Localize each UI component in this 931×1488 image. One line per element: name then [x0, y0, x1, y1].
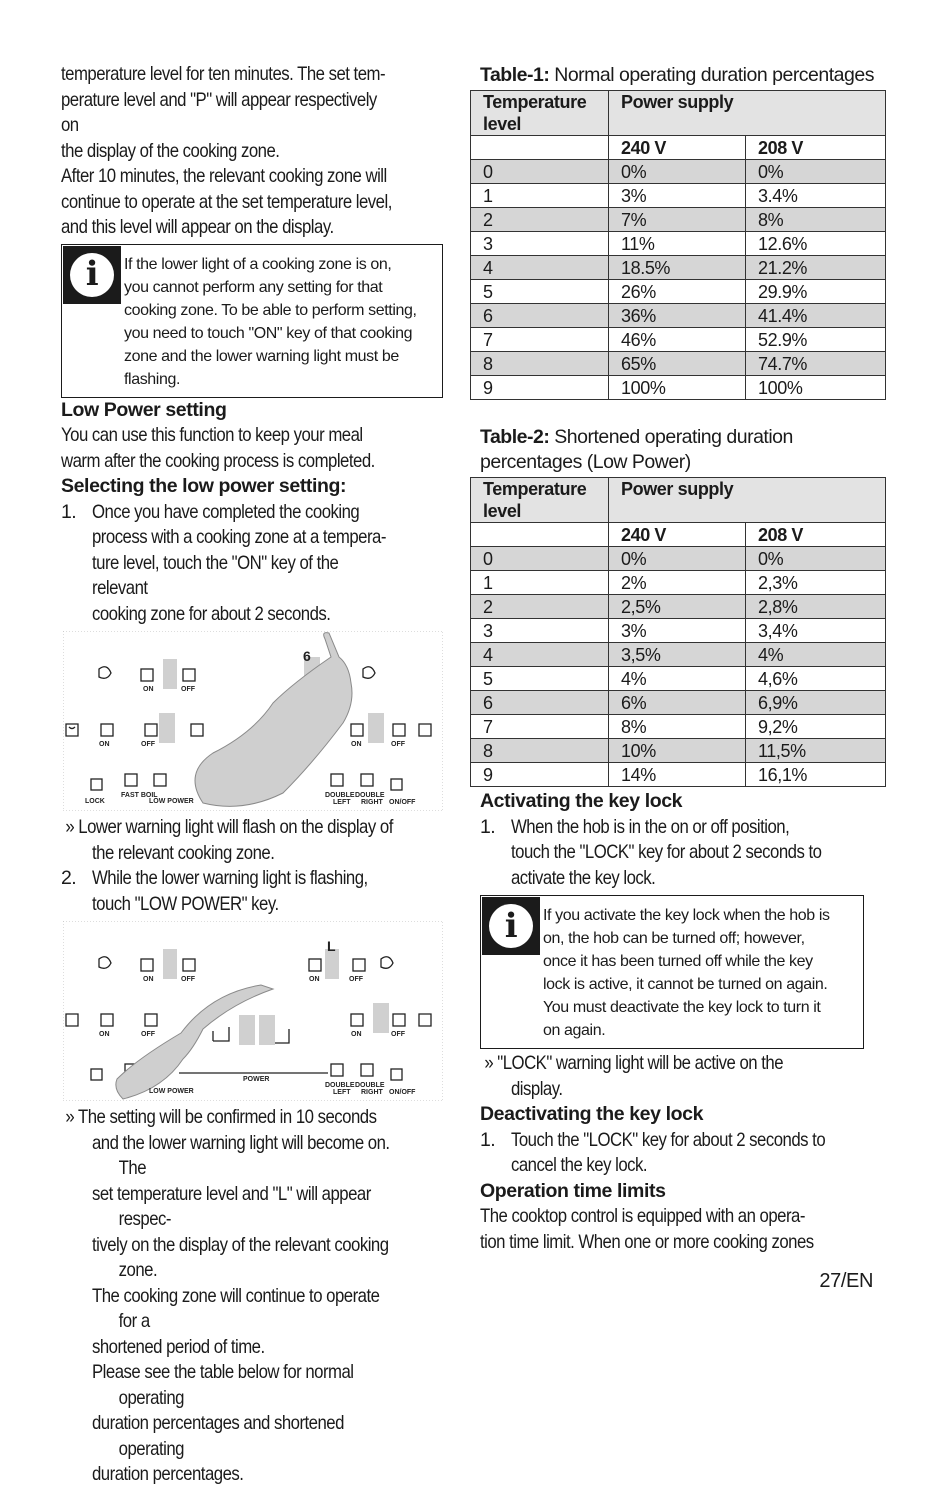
- table-2: Temperature level Power supply 240 V 208 V 0 0% 0% 1 2% 2,3% 2 2,5% 2,8% 3 3% 3,4% 4 3,5% 4% 5 4% 4,6% 6 6% 6,9% 7 8% 9,2% 8 10% 11,5% 9 14% 16,1%: [470, 477, 886, 787]
- percent-208v-cell: 11,5%: [746, 739, 886, 763]
- temperature-level-cell: 4: [471, 256, 609, 280]
- percent-208v-cell: 0%: [746, 160, 886, 184]
- svg-text:DOUBLE: DOUBLE: [325, 1082, 355, 1089]
- table-row: [471, 304, 886, 328]
- svg-text:ON: ON: [143, 686, 154, 693]
- table-row: [471, 643, 886, 667]
- temperature-level-cell: 5: [471, 280, 609, 304]
- percent-240v-cell: 7%: [609, 208, 746, 232]
- table-row: [471, 352, 886, 376]
- svg-text:OFF: OFF: [141, 741, 155, 748]
- percent-208v-cell: 4%: [746, 643, 886, 667]
- deactivate-step-1: 1. Touch the "LOCK" key for about 2 seconds to cancel the key lock.: [480, 1128, 826, 1176]
- svg-text:ON: ON: [351, 741, 362, 748]
- percent-240v-cell: 4%: [609, 667, 746, 691]
- temperature-level-cell: 7: [471, 715, 609, 739]
- svg-text:ON: ON: [309, 976, 320, 983]
- percent-240v-cell: 100%: [609, 376, 746, 400]
- temperature-level-cell: 0: [471, 547, 609, 571]
- percent-240v-cell: 0%: [609, 160, 746, 184]
- percent-208v-cell: 100%: [746, 376, 886, 400]
- percent-208v-cell: 52.9%: [746, 328, 886, 352]
- percent-240v-cell: 3%: [609, 619, 746, 643]
- header-power-supply: Power supply: [609, 478, 886, 523]
- percent-208v-cell: 12.6%: [746, 232, 886, 256]
- left-column: temperature level for ten minutes. The set tem- perature level and "P" will appear respectively on the display of the cooking zone. After 10 minutes, the relevant cooking zone will continue to operate at the set temperature level, and this level will appear on the display. i If the lower light of a cooking zone is on, you cannot perform any setting for that cooking zone. To be able to perform setting, you need to touch "ON" key of that cooking zone and the lower warning light must be flashing. Low Power setting You can use this function to keep your meal warm after the cooking process is completed. Selecting the low power setting: 1. Once you have completed the cooking process with a cooking zone at a tempera- ture level, touch the "ON" key of the relevant cooking zone for about 2 seconds. 6 ON OFF ON OFF ON OFF LOCK FAST BOIL LOW POWER DOUBLE DOUBLE LEFT RIGHT ON/OFF » Lower warning light will flash on the display of the relevant cooking zone. 2. While the lower warning light is flashing, touch "LOW POWER" key. L ON OFF ON OFF ON OFF ON OFF POWER LOW POWER DOUBLE DOUBLE LEFT RIGHT ON/OFF » The setting will be confirmed in 10 seconds and the lower warning light will become on. The set temperature level and "L" will appear respec- tively on the display of the relevant cooking zone. The cooking zone will continue to operate for a shortened period of time. Please see the table below for normal operating duration percentages and shortened operating duration percentages.: [61, 62, 447, 1488]
- svg-text:OFF: OFF: [141, 1031, 155, 1038]
- table-row: [471, 619, 886, 643]
- table-row: [471, 547, 886, 571]
- percent-208v-cell: 2,3%: [746, 571, 886, 595]
- temperature-level-cell: 2: [471, 208, 609, 232]
- percent-208v-cell: 16,1%: [746, 763, 886, 787]
- svg-text:RIGHT: RIGHT: [361, 799, 383, 806]
- temperature-level-cell: 6: [471, 304, 609, 328]
- svg-text:LOW POWER: LOW POWER: [149, 1088, 194, 1095]
- percent-240v-cell: 2,5%: [609, 595, 746, 619]
- table-1: Temperature level Power supply 240 V 208 V 0 0% 0% 1 3% 3.4% 2 7% 8% 3 11% 12.6% 4 18.5% 21.2% 5 26% 29.9% 6 36% 41.4% 7 46% 52.9% 8 65% 74.7% 9 100% 100%: [470, 90, 886, 400]
- svg-text:LEFT: LEFT: [333, 799, 351, 806]
- svg-text:DOUBLE: DOUBLE: [355, 792, 385, 799]
- percent-208v-cell: 2,8%: [746, 595, 886, 619]
- percent-240v-cell: 3,5%: [609, 643, 746, 667]
- table-row: [471, 184, 886, 208]
- result-2: » The setting will be confirmed in 10 seconds and the lower warning light will become on. The set temperature level and "L" will appear respec- tively on the display of the relevant cooking zone. The cooking zone will continue to operate for a shortened period of time. Please see the table below for normal operating duration percentages and shortened operating duration percentages.: [65, 1106, 390, 1485]
- table-row: [471, 763, 886, 787]
- percent-208v-cell: 0%: [746, 547, 886, 571]
- control-panel-illustration-2: [63, 921, 443, 1101]
- lock-result: » "LOCK" warning light will be active on the display.: [484, 1052, 784, 1100]
- step-1: 1. Once you have completed the cooking process with a cooking zone at a tempera- ture level, touch the "ON" key of the relevant cooking zone for about 2 seconds.: [61, 500, 386, 625]
- info-icon: i: [63, 246, 121, 304]
- temperature-level-cell: 0: [471, 160, 609, 184]
- temperature-level-cell: 8: [471, 739, 609, 763]
- percent-240v-cell: 11%: [609, 232, 746, 256]
- svg-text:DOUBLE: DOUBLE: [355, 1082, 385, 1089]
- table-row: [471, 208, 886, 232]
- svg-text:ON: ON: [99, 741, 110, 748]
- intro-text: temperature level for ten minutes. The set tem- perature level and "P" will appear respectively on the display of the cooking zone. After 10 minutes, the relevant cooking zone will continue to operate at the set temperature level, and this level will appear on the display.: [61, 63, 392, 238]
- header-temperature: Temperature level: [471, 478, 609, 523]
- info-note-key-lock: i If you activate the key lock when the hob is on, the hob can be turned off; however, once it has been turned off while the key lock is active, it cannot be turned on again. You must deactivate the key lock to turn it on again.: [480, 895, 864, 1049]
- low-power-heading: Low Power setting: [61, 398, 227, 421]
- temperature-level-cell: 3: [471, 232, 609, 256]
- keylock-step-1: 1. When the hob is in the on or off position, touch the "LOCK" key for about 2 seconds to activate the key lock.: [480, 815, 822, 889]
- percent-240v-cell: 65%: [609, 352, 746, 376]
- percent-208v-cell: 9,2%: [746, 715, 886, 739]
- temperature-level-cell: 6: [471, 691, 609, 715]
- percent-240v-cell: 10%: [609, 739, 746, 763]
- temperature-level-cell: 8: [471, 352, 609, 376]
- temperature-level-cell: 1: [471, 571, 609, 595]
- svg-text:POWER: POWER: [243, 1076, 270, 1083]
- table2-caption: Table-2: Shortened operating duration percentages (Low Power): [480, 426, 793, 473]
- info-icon: i: [482, 897, 540, 955]
- temperature-level-cell: 9: [471, 763, 609, 787]
- percent-240v-cell: 6%: [609, 691, 746, 715]
- table-row: [471, 571, 886, 595]
- header-temperature: Temperature level: [471, 91, 609, 136]
- right-column: Table-1: Normal operating duration percentages Temperature level Power supply 240 V 208 V 0 0% 0% 1 3% 3.4% 2 7% 8% 3 11% 12.6% 4 18.5% 21.2% 5 26% 29.9% 6 36% 41.4% 7 46% 52.9% 8 65% 74.7% 9 100% 100% Table-2: Shortened operating duration percentages (Low Power) Temperature level Power supply 240 V 208 V 0 0% 0% 1 2% 2,3% 2 2,5% 2,8% 3 3% 3,4% 4 3,5% 4% 5 4% 4,6% 6 6% 6,9% 7 8% 9,2% 8 10% 11,5% 9 14% 16,1% Activating the key lock 1. When the hob is in the on or off position, touch the "LOCK" key for about 2 seconds to activate the key lock. i If you activate the key lock when the hob is on, the hob can be turned off; however, once it has been turned off while the key lock is active, it cannot be turned on again. You must deactivate the key lock to turn it on again. » "LOCK" warning light will be active on the display. Deactivating the key lock 1. Touch the "LOCK" key for about 2 seconds to cancel the key lock. Operation time limits The cooktop control is equipped with an opera- tion time limit. When one or more cooking zones: [480, 63, 886, 1255]
- percent-208v-cell: 41.4%: [746, 304, 886, 328]
- svg-text:LOCK: LOCK: [85, 798, 105, 805]
- svg-text:ON/OFF: ON/OFF: [389, 1089, 416, 1096]
- percent-208v-cell: 3,4%: [746, 619, 886, 643]
- percent-208v-cell: 29.9%: [746, 280, 886, 304]
- step-2: 2. While the lower warning light is flashing, touch "LOW POWER" key.: [61, 867, 368, 915]
- svg-text:ON: ON: [99, 1031, 110, 1038]
- percent-240v-cell: 2%: [609, 571, 746, 595]
- percent-240v-cell: 18.5%: [609, 256, 746, 280]
- svg-text:ON: ON: [143, 976, 154, 983]
- percent-208v-cell: 6,9%: [746, 691, 886, 715]
- percent-240v-cell: 0%: [609, 547, 746, 571]
- svg-text:L: L: [327, 938, 336, 954]
- svg-text:6: 6: [303, 648, 311, 664]
- table-row: [471, 595, 886, 619]
- svg-text:OFF: OFF: [391, 741, 405, 748]
- svg-text:RIGHT: RIGHT: [361, 1089, 383, 1096]
- table1-caption: Table-1: Normal operating duration percentages: [480, 64, 874, 86]
- svg-text:LOW POWER: LOW POWER: [149, 798, 194, 805]
- svg-text:LEFT: LEFT: [333, 1089, 351, 1096]
- table-row: [471, 667, 886, 691]
- header-power-supply: Power supply: [609, 91, 886, 136]
- table-row: [471, 691, 886, 715]
- table-row: [471, 715, 886, 739]
- temperature-level-cell: 5: [471, 667, 609, 691]
- svg-text:DOUBLE: DOUBLE: [325, 792, 355, 799]
- temperature-level-cell: 4: [471, 643, 609, 667]
- percent-208v-cell: 74.7%: [746, 352, 886, 376]
- temperature-level-cell: 3: [471, 619, 609, 643]
- svg-text:ON/OFF: ON/OFF: [389, 799, 416, 806]
- operation-time-heading: Operation time limits: [480, 1179, 666, 1202]
- svg-text:OFF: OFF: [349, 976, 363, 983]
- table-row: [471, 280, 886, 304]
- deactivate-heading: Deactivating the key lock: [480, 1103, 704, 1125]
- control-panel-illustration-1: [63, 631, 443, 811]
- percent-208v-cell: 21.2%: [746, 256, 886, 280]
- percent-208v-cell: 4,6%: [746, 667, 886, 691]
- percent-240v-cell: 14%: [609, 763, 746, 787]
- percent-208v-cell: 3.4%: [746, 184, 886, 208]
- svg-text:OFF: OFF: [391, 1031, 405, 1038]
- table-row: [471, 160, 886, 184]
- svg-text:OFF: OFF: [181, 686, 195, 693]
- temperature-level-cell: 9: [471, 376, 609, 400]
- percent-208v-cell: 8%: [746, 208, 886, 232]
- percent-240v-cell: 26%: [609, 280, 746, 304]
- svg-text:ON: ON: [351, 1031, 362, 1038]
- table-row: [471, 256, 886, 280]
- keylock-heading: Activating the key lock: [480, 790, 683, 812]
- info-note-lower-light: i If the lower light of a cooking zone is on, you cannot perform any setting for that cooking zone. To be able to perform setting, you need to touch "ON" key of that cooking zone and the lower warning light must be flashing.: [61, 244, 443, 398]
- temperature-level-cell: 2: [471, 595, 609, 619]
- percent-240v-cell: 3%: [609, 184, 746, 208]
- svg-text:OFF: OFF: [181, 976, 195, 983]
- result-1: » Lower warning light will flash on the display of the relevant cooking zone.: [65, 816, 393, 864]
- table-row: [471, 739, 886, 763]
- table-row: [471, 232, 886, 256]
- percent-240v-cell: 46%: [609, 328, 746, 352]
- temperature-level-cell: 1: [471, 184, 609, 208]
- percent-240v-cell: 36%: [609, 304, 746, 328]
- svg-text:FAST BOIL: FAST BOIL: [121, 792, 158, 799]
- table-row: [471, 376, 886, 400]
- percent-240v-cell: 8%: [609, 715, 746, 739]
- page-number: 27/EN: [819, 1270, 873, 1292]
- temperature-level-cell: 7: [471, 328, 609, 352]
- selecting-heading: Selecting the low power setting:: [61, 475, 347, 497]
- table-row: [471, 328, 886, 352]
